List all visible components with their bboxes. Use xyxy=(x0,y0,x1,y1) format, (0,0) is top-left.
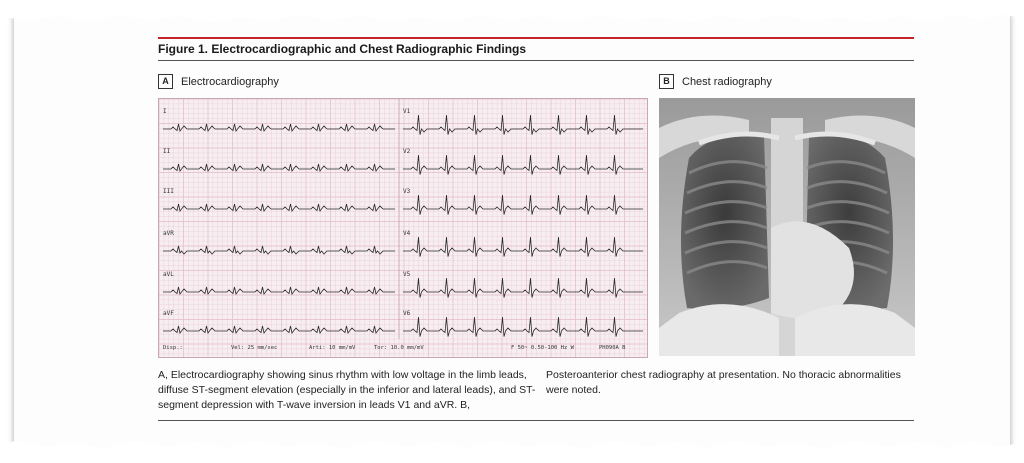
panel-a-label: Electrocardiography xyxy=(181,75,279,88)
ecg-trace-V4 xyxy=(403,237,643,257)
bottom-divider xyxy=(158,420,914,421)
ecg-lead-label: V5 xyxy=(403,271,411,278)
torn-top-edge xyxy=(0,0,1024,40)
ecg-trace-I xyxy=(163,124,395,131)
chest-radiograph xyxy=(659,98,915,356)
ecg-trace-V1 xyxy=(403,115,643,135)
panel-a-letter: A xyxy=(158,74,173,89)
ecg-trace-III xyxy=(163,204,395,211)
panel-a-header xyxy=(158,74,279,89)
ecg-footer-disp: Disp.: xyxy=(163,345,183,351)
ecg-trace-aVL xyxy=(163,287,395,294)
ecg-trace-aVR xyxy=(163,246,395,254)
ecg-lead-label: III xyxy=(163,188,174,195)
ecg-lead-label: V1 xyxy=(403,108,411,115)
ecg-lead-label: V2 xyxy=(403,148,411,155)
ecg-tracing xyxy=(158,98,648,358)
ecg-trace-V6 xyxy=(403,317,643,337)
ecg-lead-label: aVL xyxy=(163,271,174,278)
ecg-lead-label: aVR xyxy=(163,230,174,237)
panel-b-header xyxy=(659,74,772,89)
ecg-footer-device: PH090A B xyxy=(599,345,626,351)
ecg-footer-limb: Tor: 10.0 mm/mV xyxy=(374,345,424,351)
accent-rule xyxy=(158,37,914,39)
title-divider xyxy=(158,60,914,61)
ecg-footer-filter: F 50~ 0.50-100 Hz W xyxy=(511,345,574,351)
ecg-trace-aVF xyxy=(163,326,395,333)
ecg-lead-label: V3 xyxy=(403,188,411,195)
ecg-footer-speed: Vel: 25 mm/sec xyxy=(231,345,278,351)
caption-right: Posteroanterior chest radiography at presentation. No thoracic abnormalities were noted. xyxy=(546,369,901,396)
figure-title: Figure 1. Electrocardiographic and Chest Radiographic Findings xyxy=(158,42,527,56)
ecg-lead-label: I xyxy=(163,108,167,115)
ecg-lead-label: aVF xyxy=(163,310,174,317)
panel-b-letter: B xyxy=(659,74,674,89)
ecg-svg xyxy=(159,99,647,357)
ecg-lead-label: II xyxy=(163,148,171,155)
chest-radiograph-image xyxy=(659,98,915,356)
torn-bottom-edge xyxy=(0,423,1024,463)
panel-b-label: Chest radiography xyxy=(682,75,772,88)
ecg-footer-gain: Arti: 10 mm/mV xyxy=(309,345,356,351)
caption-left: A, Electrocardiography showing sinus rhythm with low voltage in the limb leads, diffuse ST-segment elevation (especially in the inferior and lateral leads), and ST-segment depression with T-wave inversion in leads V1 and aVR. B, xyxy=(158,369,536,411)
ecg-lead-label: V4 xyxy=(403,230,411,237)
ecg-lead-label: V6 xyxy=(403,310,411,317)
ecg-trace-V2 xyxy=(403,155,643,175)
